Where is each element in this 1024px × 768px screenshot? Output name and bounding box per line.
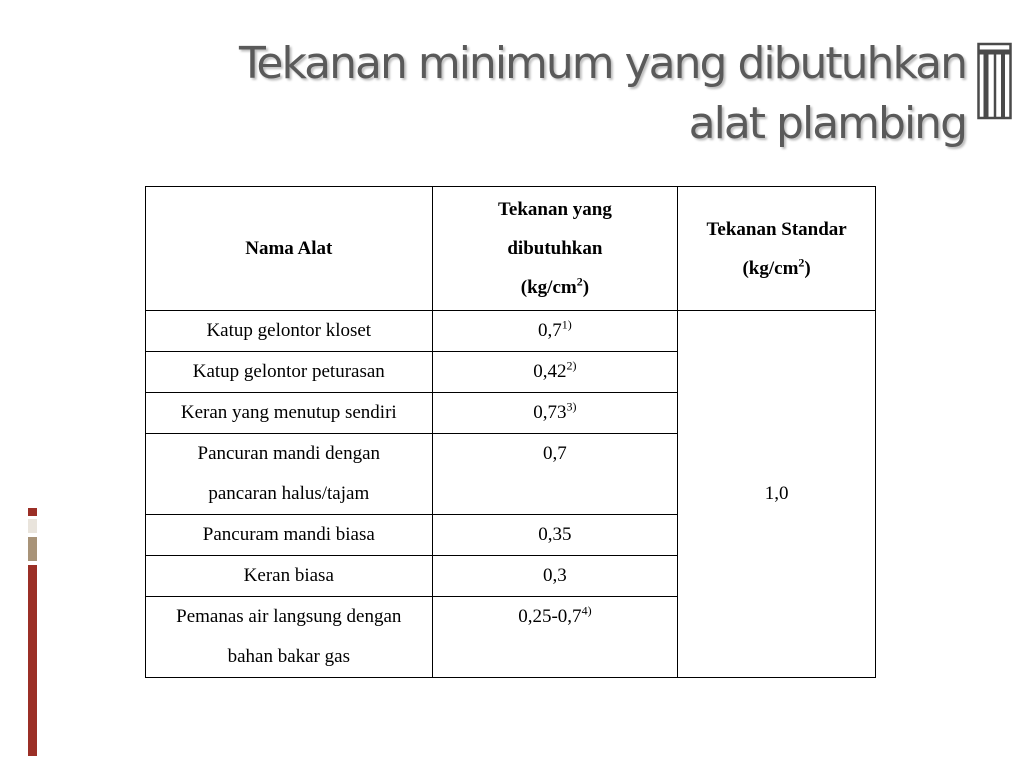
slide-title	[146, 34, 966, 154]
cell-name: Pancuran mandi dengan pancaran halus/tajam	[146, 434, 433, 515]
cell-standard-value: 1,0	[678, 311, 876, 678]
pressure-table	[145, 186, 876, 678]
table-row	[146, 311, 876, 352]
cell-value: 0,7	[432, 434, 678, 515]
decorative-bars	[28, 508, 37, 756]
deco-bar-3	[28, 537, 37, 561]
header-tekanan-standar: Tekanan Standar $(kg/cm^2)$	[678, 187, 876, 311]
title-line-2: alat plambing	[688, 98, 966, 149]
cell-name: Keran yang menutup sendiri	[146, 393, 433, 434]
cell-name: Pemanas air langsung dengan bahan bakar gas	[146, 597, 433, 678]
deco-bar-4	[28, 565, 37, 756]
cell-value: 0,3	[432, 556, 678, 597]
window-lines-icon	[977, 40, 1013, 120]
cell-value: 0,25-0,7$^{4)}$	[432, 597, 678, 678]
cell-name: Keran biasa	[146, 556, 433, 597]
cell-value: 0,42$^{2)}$	[432, 352, 678, 393]
deco-bar-1	[28, 508, 37, 516]
cell-value: 0,7$^{1)}$	[432, 311, 678, 352]
table-header-row	[146, 187, 876, 311]
cell-value: 0,73$^{3)}$	[432, 393, 678, 434]
header-nama-alat: Nama Alat	[146, 187, 433, 311]
deco-bar-2	[28, 519, 37, 533]
title-line-1: Tekanan minimum yang dibutuhkan	[238, 38, 966, 89]
cell-name: Pancuram mandi biasa	[146, 515, 433, 556]
cell-value: 0,35	[432, 515, 678, 556]
header-tekanan-dibutuhkan: Tekanan yang dibutuhkan $(kg/cm^2)$	[432, 187, 678, 311]
cell-name: Katup gelontor peturasan	[146, 352, 433, 393]
cell-name: Katup gelontor kloset	[146, 311, 433, 352]
